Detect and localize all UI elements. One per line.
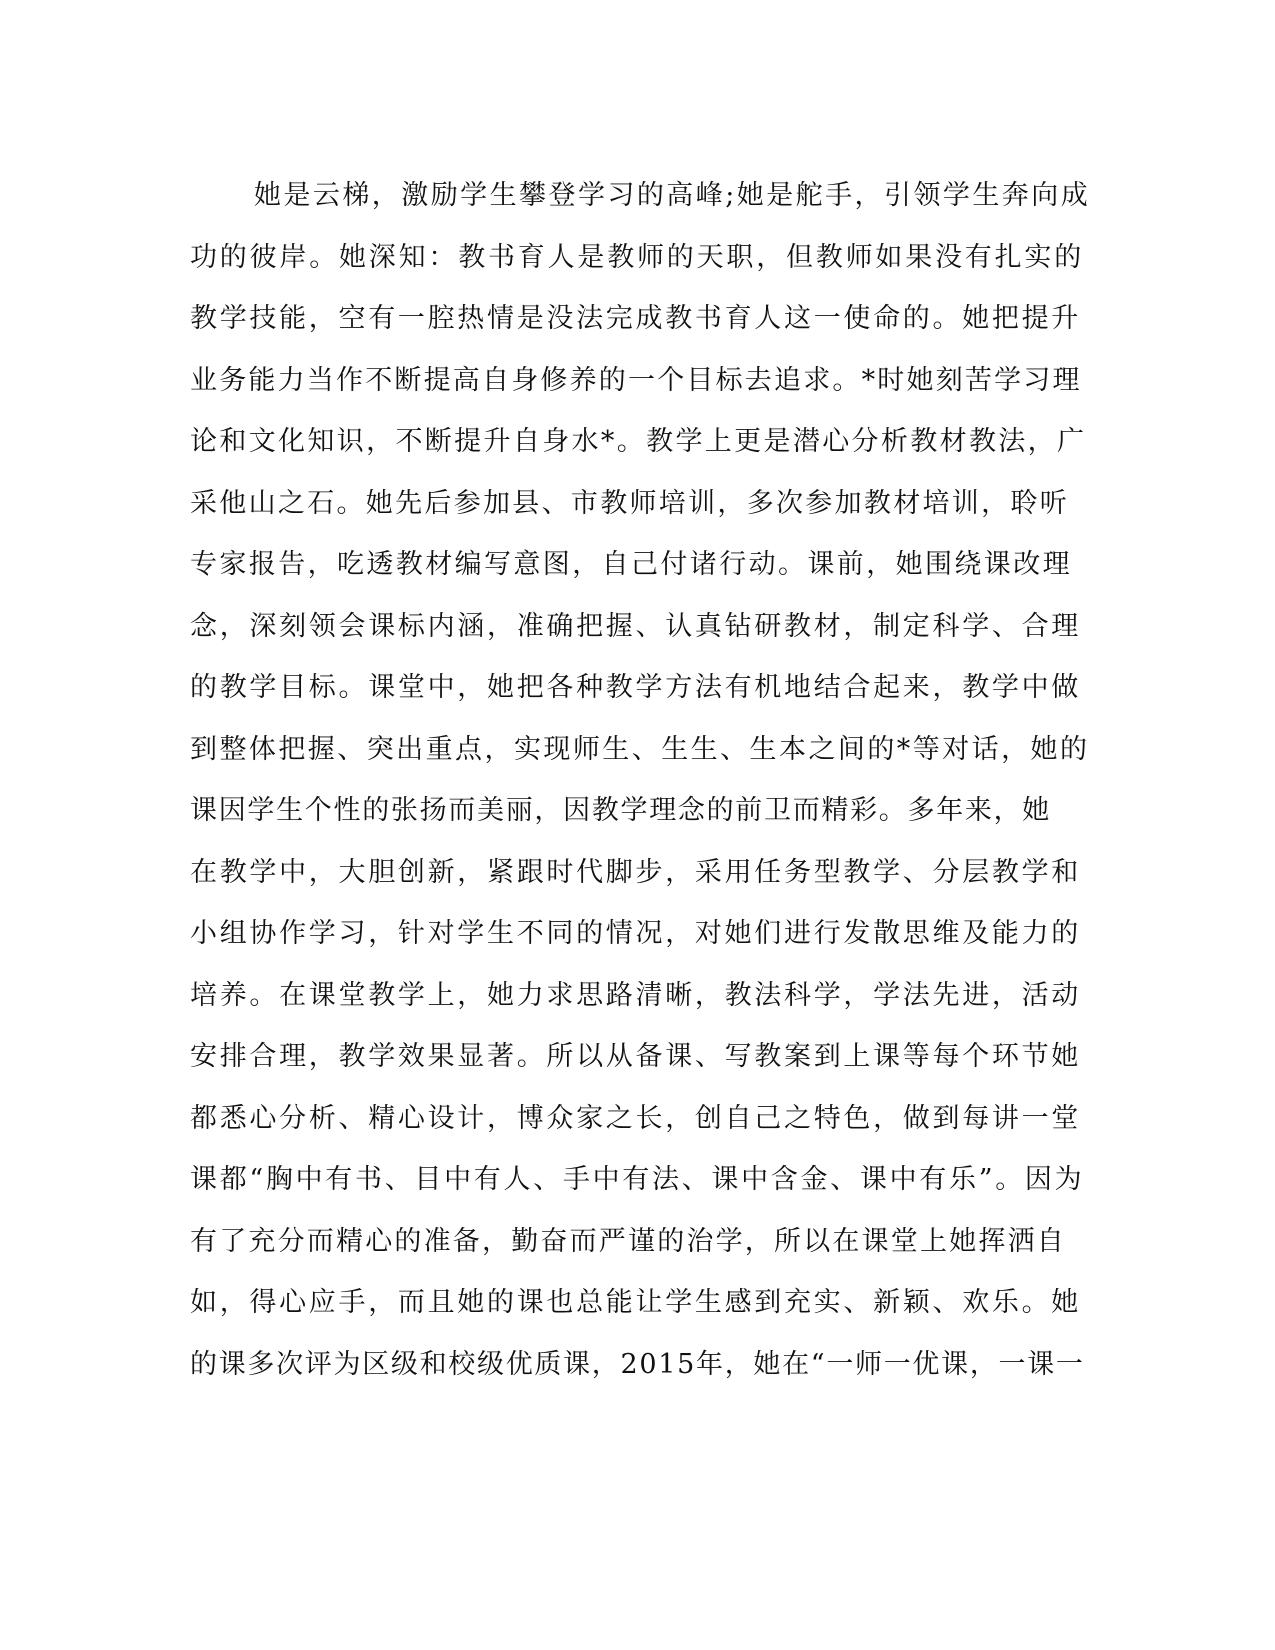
paragraph-line: 的教学目标。课堂中，她把各种教学方法有机地结合起来，教学中做 — [190, 672, 1081, 703]
paragraph-line: 教学技能，空有一腔热情是没法完成教书育人这一使命的。她把提升 — [190, 303, 1081, 334]
paragraph-line: 课都“胸中有书、目中有人、手中有法、课中含金、课中有乐”。因为 — [190, 1164, 1085, 1195]
paragraph-line: 有了充分而精心的准备，勤奋而严谨的治学，所以在课堂上她挥洒自 — [190, 1225, 1066, 1257]
paragraph-line: 小组协作学习，针对学生不同的情况，对她们进行发散思维及能力的 — [190, 918, 1081, 949]
paragraph-line: 功的彼岸。她深知：教书育人是教师的天职，但教师如果没有扎实的 — [190, 241, 1084, 273]
body-paragraph — [190, 165, 1090, 1395]
paragraph-line: 安排合理，教学效果显著。所以从备课、写教案到上课等每个环节她 — [190, 1041, 1081, 1072]
paragraph-line: 课因学生个性的张扬而美丽，因教学理念的前卫而精彩。多年来，她 — [190, 795, 1051, 826]
paragraph-line: 都悉心分析、精心设计，博众家之长，创自己之特色，做到每讲一堂 — [190, 1102, 1081, 1134]
paragraph-line: 到整体把握、突出重点，实现师生、生生、生本之间的*等对话，她的 — [190, 733, 1090, 765]
paragraph-line: 培养。在课堂教学上，她力求思路清晰，教法科学，学法先进，活动 — [190, 979, 1081, 1011]
paragraph-line: 她是云梯，激励学生攀登学习的高峰;她是舵手，引领学生奔向成 — [254, 180, 1091, 211]
paragraph-line: 念，深刻领会课标内涵，准确把握、认真钻研教材，制定科学、合理 — [190, 610, 1081, 642]
paragraph-line: 专家报告，吃透教材编写意图，自己付诸行动。课前，她围绕课改理 — [190, 549, 1072, 580]
paragraph-line: 采他山之石。她先后参加县、市教师培训，多次参加教材培训，聆听 — [190, 487, 1069, 519]
paragraph-line: 如，得心应手，而且她的课也总能让学生感到充实、新颖、欢乐。她 — [190, 1287, 1081, 1318]
paragraph-line: 的课多次评为区级和校级优质课，2015年，她在“一师一优课，一课一 — [190, 1348, 1085, 1380]
paragraph-line: 论和文化知识，不断提升自身水*。教学上更是潜心分析教材教法，广 — [190, 426, 1087, 457]
paragraph-line: 业务能力当作不断提高自身修养的一个目标去追求。*时她刻苦学习理 — [190, 364, 1082, 396]
paragraph-line: 在教学中，大胆创新，紧跟时代脚步，采用任务型教学、分层教学和 — [190, 856, 1081, 888]
